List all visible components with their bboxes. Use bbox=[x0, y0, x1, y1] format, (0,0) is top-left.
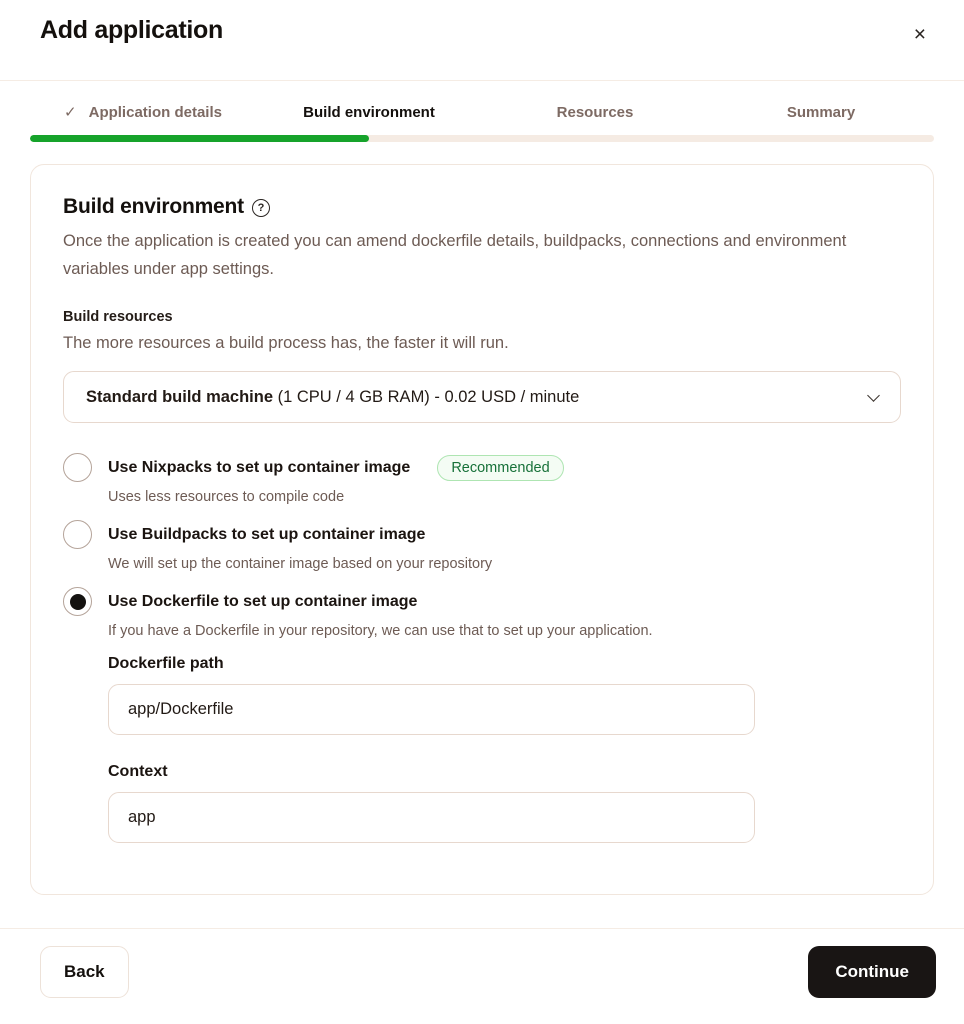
step-resources[interactable] bbox=[482, 103, 708, 121]
option-description: If you have a Dockerfile in your repository, we can use that to set up your application. bbox=[108, 623, 653, 640]
spacer bbox=[108, 735, 901, 763]
build-machine-detail: (1 CPU / 4 GB RAM) - 0.02 USD / minute bbox=[273, 387, 580, 406]
step-label: Build environment bbox=[303, 103, 435, 121]
build-machine-selected-value bbox=[86, 388, 579, 407]
radio-circle-icon[interactable] bbox=[63, 453, 92, 482]
step-build-environment[interactable] bbox=[256, 103, 482, 121]
step-summary[interactable] bbox=[708, 103, 934, 121]
section-title-row bbox=[63, 195, 901, 219]
build-environment-card bbox=[30, 164, 934, 895]
option-label: Use Buildpacks to set up container image bbox=[108, 525, 426, 543]
radio-circle-icon[interactable] bbox=[63, 520, 92, 549]
modal-footer bbox=[0, 929, 964, 998]
build-resources-label: Build resources bbox=[63, 309, 173, 326]
build-machine-select[interactable] bbox=[63, 371, 901, 423]
progress-fill bbox=[30, 135, 369, 142]
help-icon[interactable]: ? bbox=[252, 199, 270, 217]
dockerfile-settings bbox=[108, 655, 901, 843]
radio-nixpacks[interactable] bbox=[63, 453, 901, 482]
option-buildpacks bbox=[63, 520, 901, 572]
option-label: Use Nixpacks to set up container image bbox=[108, 458, 411, 476]
container-image-options bbox=[63, 453, 901, 843]
radio-dockerfile[interactable] bbox=[63, 587, 901, 616]
wizard-stepper bbox=[30, 81, 934, 135]
section-description: Once the application is created you can amend dockerfile details, buildpacks, connections and environment variables under app settings. bbox=[63, 232, 847, 278]
radio-buildpacks[interactable] bbox=[63, 520, 901, 549]
option-description: We will set up the container image based on your repository bbox=[108, 556, 493, 573]
option-description: Uses less resources to compile code bbox=[108, 489, 345, 506]
radio-selected-icon[interactable] bbox=[63, 587, 92, 616]
step-label: Summary bbox=[786, 103, 856, 121]
chevron-down-icon bbox=[867, 389, 880, 402]
progress-track bbox=[30, 135, 934, 142]
build-resources-hint: The more resources a build process has, the faster it will run. bbox=[63, 334, 509, 353]
option-label: Use Dockerfile to set up container image bbox=[108, 592, 418, 610]
context-input[interactable] bbox=[108, 792, 755, 843]
recommended-badge: Recommended bbox=[437, 455, 563, 481]
step-label: Application details bbox=[88, 103, 222, 121]
section-title: Build environment bbox=[63, 195, 244, 218]
step-application-details[interactable] bbox=[30, 103, 256, 121]
modal-header bbox=[0, 0, 964, 80]
close-icon[interactable]: × bbox=[906, 18, 934, 51]
dockerfile-path-input[interactable] bbox=[108, 684, 755, 735]
continue-button[interactable]: Continue bbox=[808, 946, 936, 998]
check-icon: ✓ bbox=[64, 104, 77, 121]
step-label: Resources bbox=[556, 103, 634, 121]
build-machine-name: Standard build machine bbox=[86, 387, 274, 406]
dockerfile-path-label: Dockerfile path bbox=[108, 655, 224, 673]
back-button[interactable]: Back bbox=[40, 946, 129, 998]
page-title: Add application bbox=[40, 16, 224, 44]
option-dockerfile bbox=[63, 587, 901, 843]
context-label: Context bbox=[108, 763, 168, 781]
option-nixpacks bbox=[63, 453, 901, 505]
